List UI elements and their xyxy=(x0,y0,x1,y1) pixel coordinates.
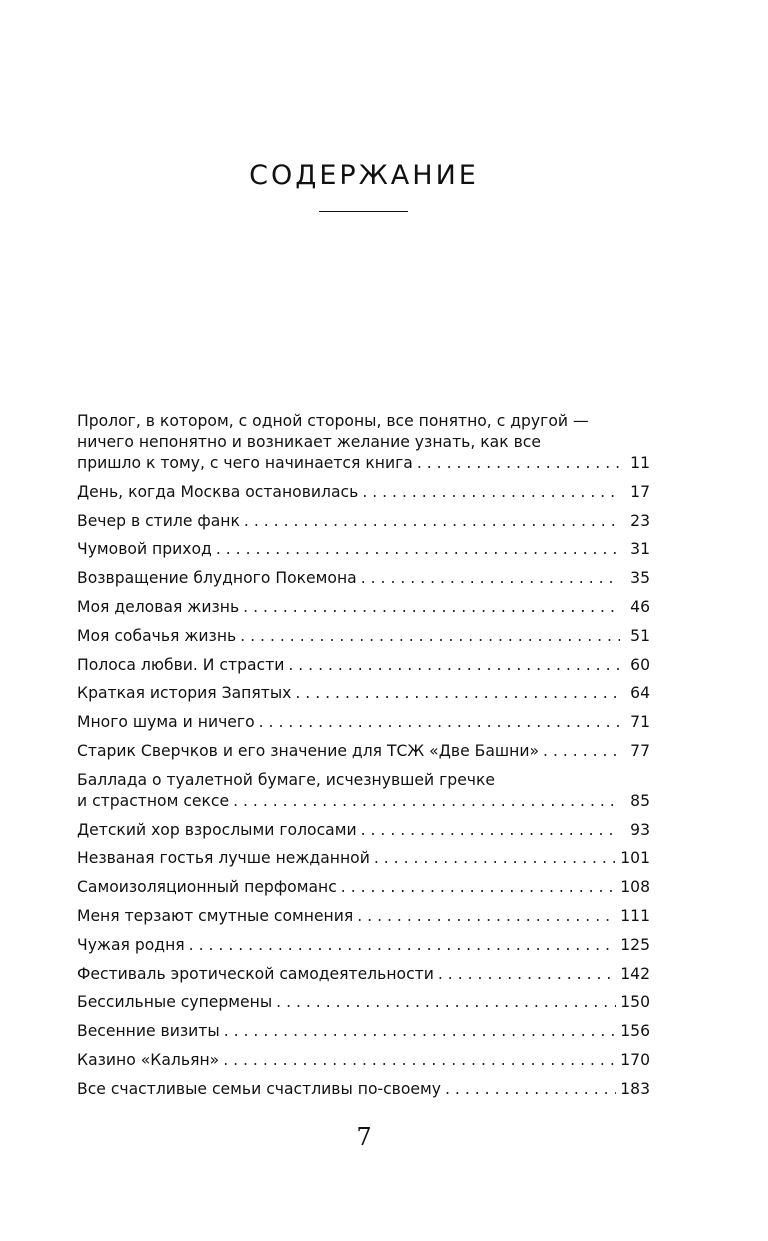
dot-leader xyxy=(259,712,620,733)
toc-entry xyxy=(77,741,650,762)
toc-entry xyxy=(77,597,650,618)
dot-leader xyxy=(374,848,616,869)
toc-entry-page: 93 xyxy=(630,820,650,839)
toc-entry-page: 108 xyxy=(620,878,650,897)
toc-entry xyxy=(77,683,650,704)
toc-entry xyxy=(77,626,650,647)
toc-entry-title: Много шума и ничего xyxy=(77,713,255,732)
toc-entry xyxy=(77,848,650,869)
toc-entry-page: 23 xyxy=(630,511,650,530)
toc-entry xyxy=(77,511,650,532)
toc-entry-title: Детский хор взрослыми голосами xyxy=(77,820,357,839)
toc-entry-page: 183 xyxy=(620,1079,650,1098)
dot-leader xyxy=(276,992,616,1013)
toc-entry-page: 125 xyxy=(620,935,650,954)
toc-entry-page: 71 xyxy=(630,713,650,732)
toc-entry xyxy=(77,1079,650,1100)
toc-entry-title: Полоса любви. И страсти xyxy=(77,655,285,674)
toc-entry-title: Моя собачья жизнь xyxy=(77,626,237,645)
toc-entry-title: Краткая история Запятых xyxy=(77,684,292,703)
toc-entry-title: Казино «Кальян» xyxy=(77,1050,220,1069)
toc-entry-title: Все счастливые семьи счастливы по-своему xyxy=(77,1079,442,1098)
toc-entry xyxy=(77,770,650,812)
toc-entry-page: 101 xyxy=(620,849,650,868)
dot-leader xyxy=(361,568,620,589)
toc-entry-title: Незваная гостья лучше нежданной xyxy=(77,849,370,868)
toc-entry-title: Меня терзают смутные сомнения xyxy=(77,906,354,925)
title-underline xyxy=(319,211,408,212)
toc-entry xyxy=(77,482,650,503)
toc-entry-page: 77 xyxy=(630,741,650,760)
toc-entry-title: Чумовой приход xyxy=(77,540,212,559)
dot-leader xyxy=(438,964,616,985)
toc-entry-title: Фестиваль эротической самодеятельности xyxy=(77,964,434,983)
toc-entry xyxy=(77,411,650,474)
toc-entry-title: Вечер в стиле фанк xyxy=(77,511,240,530)
toc-entry xyxy=(77,1021,650,1042)
dot-leader xyxy=(288,655,620,676)
toc-entry-page: 156 xyxy=(620,1022,650,1041)
toc-entry-page: 85 xyxy=(630,791,650,810)
toc-entry-text-line: Баллада о туалетной бумаге, исчезнувшей гречке xyxy=(77,770,496,789)
toc-entry-page: 31 xyxy=(630,540,650,559)
dot-leader xyxy=(216,539,620,560)
toc-entry-title: Старик Сверчков и его значение для ТСЖ «Две Башни» xyxy=(77,741,540,760)
dot-leader xyxy=(417,453,620,474)
toc-entry-page: 46 xyxy=(630,597,650,616)
toc-entry-page: 60 xyxy=(630,655,650,674)
toc-entry-page: 142 xyxy=(620,964,650,983)
dot-leader xyxy=(243,597,620,618)
toc-entry-page: 51 xyxy=(630,626,650,645)
toc-entry xyxy=(77,712,650,733)
dot-leader xyxy=(189,935,617,956)
dot-leader xyxy=(362,482,620,503)
dot-leader xyxy=(445,1079,616,1100)
dot-leader xyxy=(224,1021,617,1042)
toc-entry-page: 17 xyxy=(630,482,650,501)
dot-leader xyxy=(295,683,620,704)
toc-entry-title: Весенние визиты xyxy=(77,1022,220,1041)
dot-leader xyxy=(240,626,620,647)
toc-entry xyxy=(77,568,650,589)
toc-entry-page: 11 xyxy=(630,454,650,472)
toc-entry xyxy=(77,906,650,927)
dot-leader xyxy=(223,1050,616,1071)
toc-entry-title: Самоизоляционный перфоманс xyxy=(77,878,337,897)
toc-entry-page: 150 xyxy=(620,993,650,1012)
toc-entry xyxy=(77,964,650,985)
toc-entry-title: Чужая родня xyxy=(77,935,185,954)
toc-entry-page: 170 xyxy=(620,1050,650,1069)
toc-entry xyxy=(77,1050,650,1071)
dot-leader xyxy=(543,741,620,762)
toc-entry-text-line: ничего непонятно и возникает желание узнать, как все xyxy=(77,433,541,451)
toc-entry-title: Возвращение блудного Покемона xyxy=(77,569,357,588)
toc-entry xyxy=(77,992,650,1013)
toc-entry xyxy=(77,820,650,841)
toc-entry-title: День, когда Москва остановилась xyxy=(77,482,359,501)
dot-leader xyxy=(244,511,620,532)
toc-entry-title: пришло к тому, с чего начинается книга xyxy=(77,454,413,472)
page-title: СОДЕРЖАНИЕ xyxy=(249,160,479,191)
page-number: 7 xyxy=(356,1123,372,1151)
toc-entry xyxy=(77,877,650,898)
toc-entry-title: и страстном сексе xyxy=(77,791,230,810)
dot-leader xyxy=(357,906,616,927)
toc-entry xyxy=(77,539,650,560)
dot-leader xyxy=(361,820,620,841)
table-of-contents xyxy=(77,411,650,1108)
dot-leader xyxy=(341,877,616,898)
toc-entry-title: Бессильные супермены xyxy=(77,993,273,1012)
toc-entry-page: 35 xyxy=(630,569,650,588)
toc-entry-page: 111 xyxy=(620,906,650,925)
toc-entry-title: Моя деловая жизнь xyxy=(77,597,240,616)
toc-entry xyxy=(77,655,650,676)
dot-leader xyxy=(233,791,620,812)
toc-entry xyxy=(77,935,650,956)
toc-entry-text-line: Пролог, в котором, с одной стороны, все понятно, с другой — xyxy=(77,412,589,430)
toc-entry-page: 64 xyxy=(630,684,650,703)
